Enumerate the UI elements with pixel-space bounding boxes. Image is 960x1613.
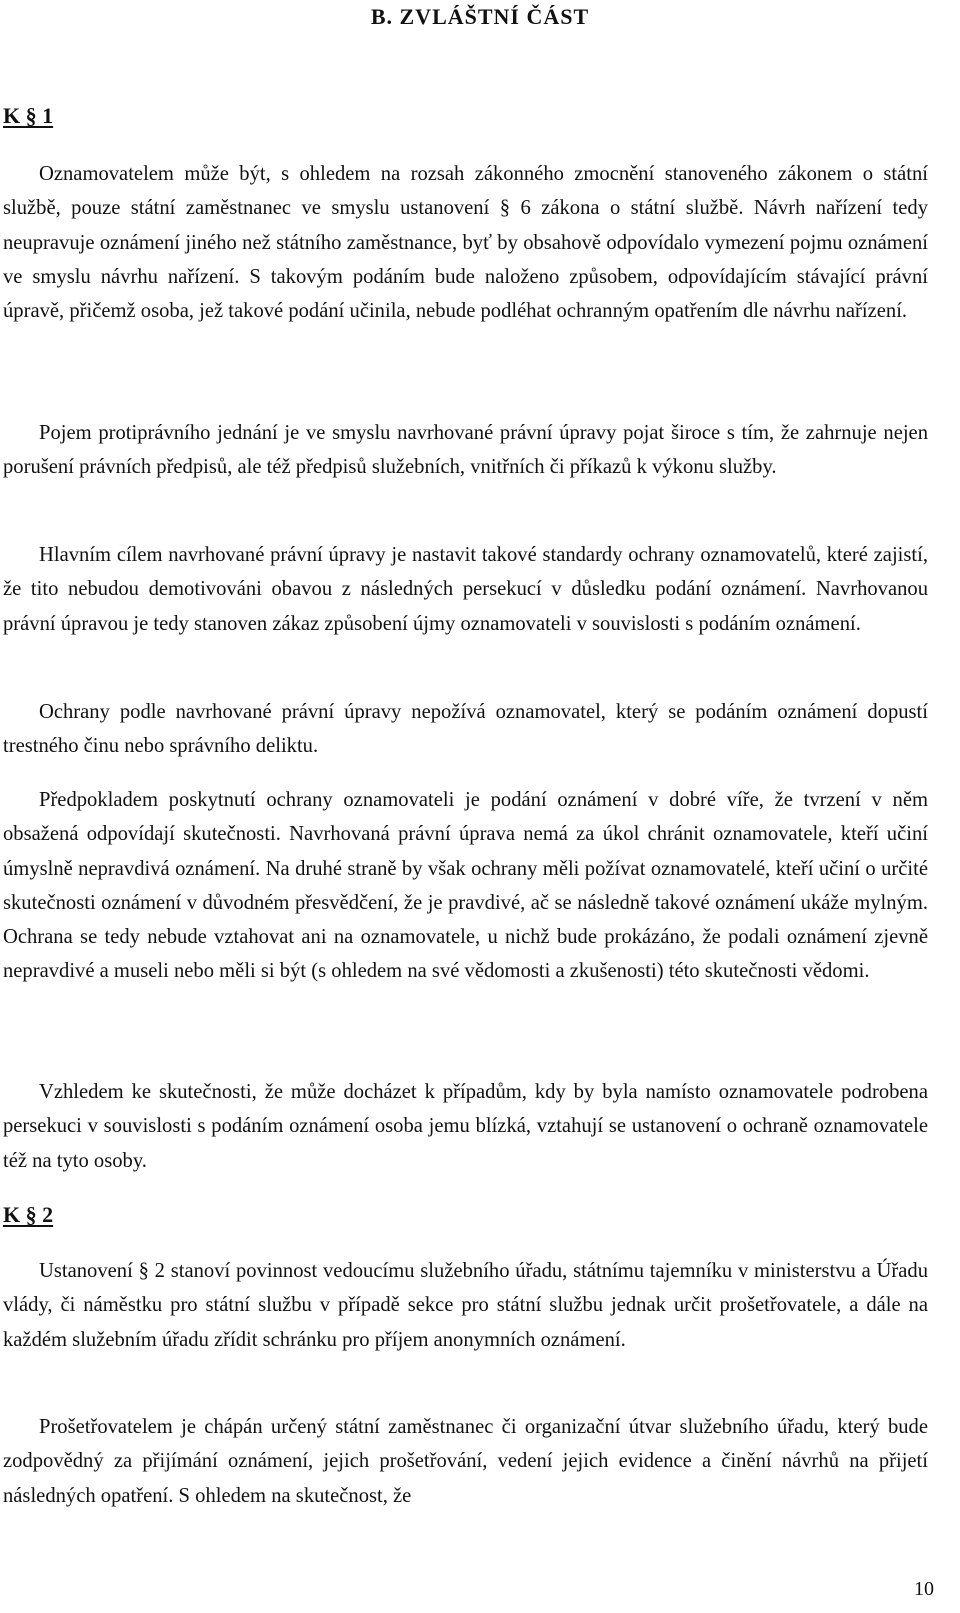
paragraph: Ustanovení § 2 stanoví povinnost vedoucímu služebního úřadu, státnímu tajemníku v ministerstvu a Úřadu vlády, či náměstku pro státní službu v případě sekce pro státní službu jednak určit prošetřovatele, a dále na každém služebním úřadu zřídit schránku pro příjem anonymních oznámení.: [3, 1260, 928, 1351]
paragraph: Prošetřovatelem je chápán určený státní zaměstnanec či organizační útvar služebního úřadu, který bude zodpovědný za přijímání oznámení, jejich prošetřování, vedení jejich evidence a činění návrhů na přijetí následných opatření. S ohledem na skutečnost, že: [3, 1416, 928, 1507]
paragraph: Hlavním cílem navrhované právní úpravy je nastavit takové standardy ochrany oznamovatelů, které zajistí, že tito nebudou demotivováni obavou z následných persekucí v důsledku podání oznámení. Navrhovanou právní úpravou je tedy stanoven zákaz způsobení újmy oznamovateli v souvislosti s podáním oznámení.: [3, 544, 928, 635]
paragraph: Oznamovatelem může být, s ohledem na rozsah zákonného zmocnění stanoveného zákonem o státní službě, pouze státní zaměstnanec ve smyslu ustanovení § 6 zákona o státní službě. Návrh nařízení tedy neupravuje oznámení jiného než státního zaměstnance, byť by obsahově odpovídalo vymezení pojmu oznámení ve smyslu návrhu nařízení. S takovým podáním bude naloženo způsobem, odpovídajícím stávající právní úpravě, přičemž osoba, jež takové podání učinila, nebude podléhat ochranným opatřením dle návrhu nařízení.: [3, 163, 928, 323]
paragraph: Vzhledem ke skutečnosti, že může docházet k případům, kdy by byla namísto oznamovatele podrobena persekuci v souvislosti s podáním oznámení osoba jemu blízká, vztahují se ustanovení o ochraně oznamovatele též na tyto osoby.: [3, 1081, 928, 1172]
section-heading-k2: K § 2: [3, 1202, 54, 1227]
paragraph: Pojem protiprávního jednání je ve smyslu navrhované právní úpravy pojat široce s tím, že zahrnuje nejen porušení právních předpisů, ale též předpisů služebních, vnitřních či příkazů k výkonu služby.: [3, 422, 928, 479]
page-number: 10: [914, 1578, 934, 1600]
part-title: B. ZVLÁŠTNÍ ČÁST: [370, 4, 590, 29]
section-heading-k1: K § 1: [3, 103, 54, 128]
paragraph: Ochrany podle navrhované právní úpravy nepožívá oznamovatel, který se podáním oznámení dopustí trestného činu nebo správního deliktu.: [3, 701, 928, 758]
paragraph: Předpokladem poskytnutí ochrany oznamovateli je podání oznámení v dobré víře, že tvrzení v něm obsažená odpovídají skutečnosti. Navrhovaná právní úprava nemá za úkol chránit oznamovatele, kteří učiní úmyslně nepravdivá oznámení. Na druhé straně by však ochrany měli požívat oznamovatelé, kteří učiní o určité skutečnosti oznámení v důvodném přesvědčení, že je pravdivé, ač se následně takové oznámení ukáže mylným. Ochrana se tedy nebude vztahovat ani na oznamovatele, u nichž bude prokázáno, že podali oznámení zjevně nepravdivé a museli nebo měli si být (s ohledem na své vědomosti a zkušenosti) této skutečnosti vědomi.: [3, 789, 928, 983]
